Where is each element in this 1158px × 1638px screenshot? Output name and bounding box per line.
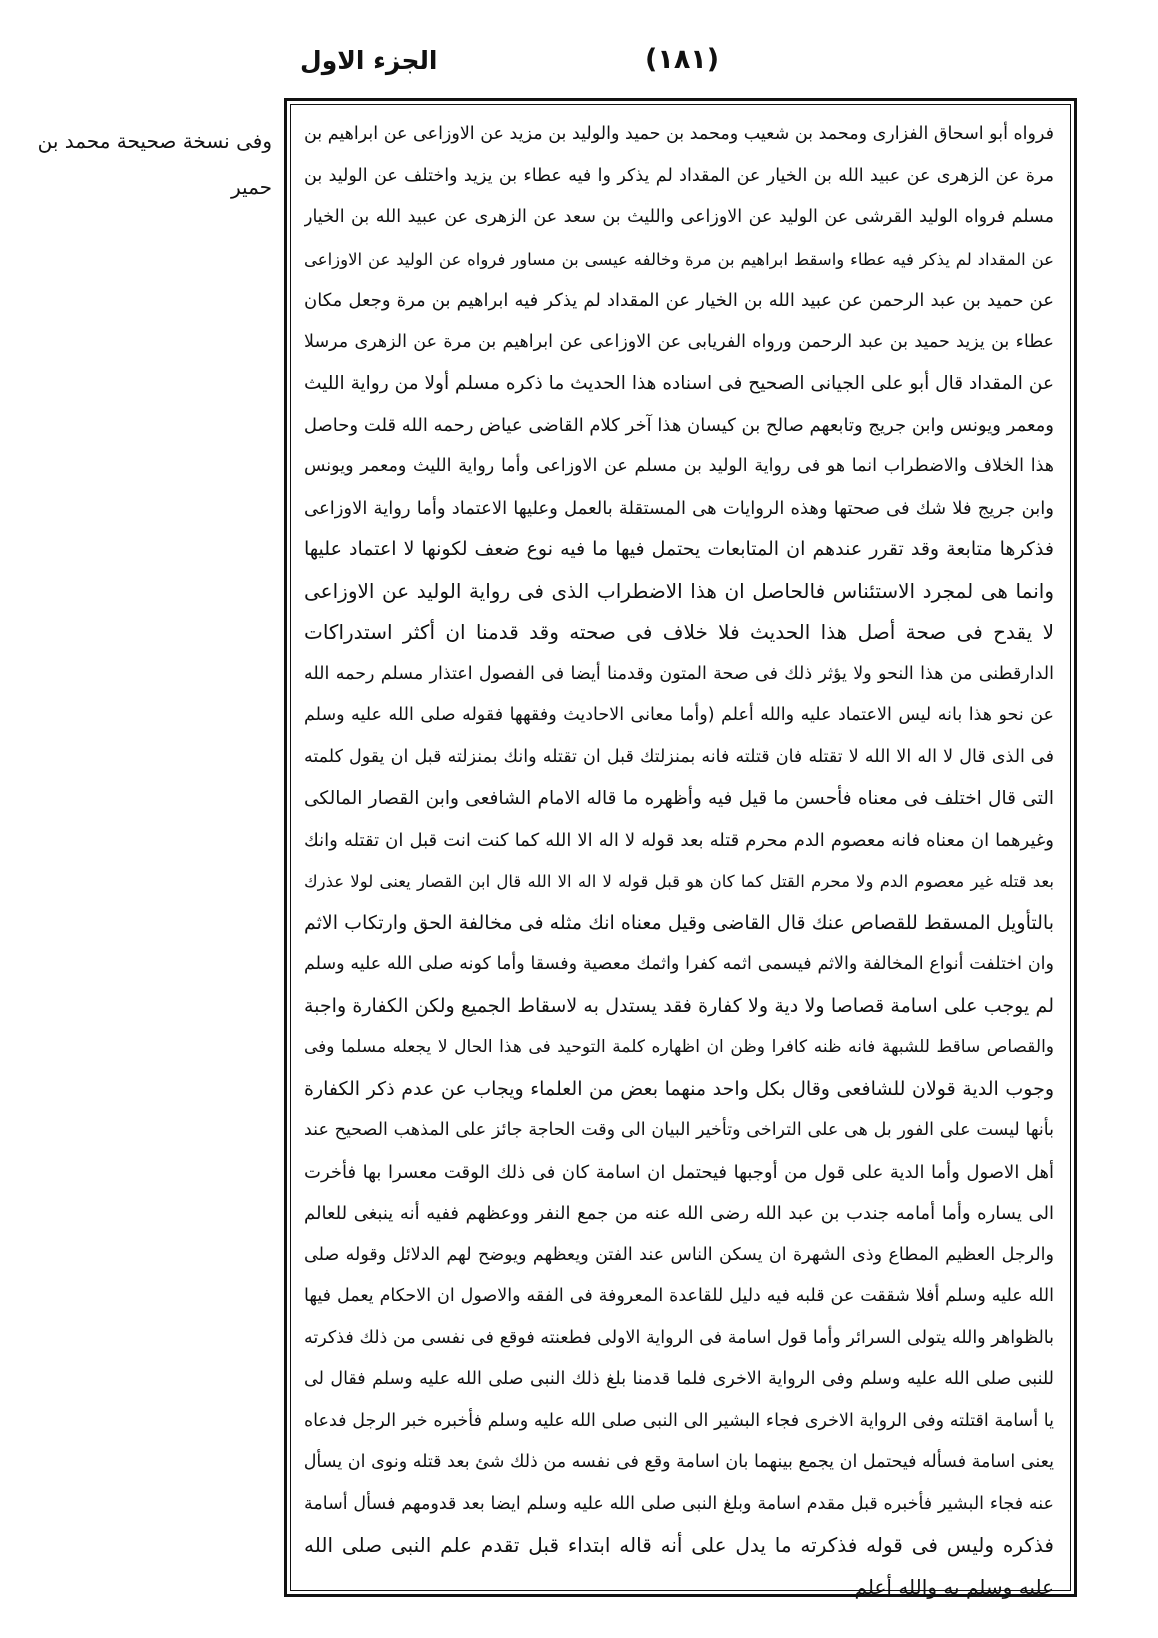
text-line: وجوب الدية قولان للشافعى وقال بكل واحد منهما بعض من العلماء ويجاب عن عدم ذكر الكفارة [304,1077,1054,1100]
text-line: بأنها ليست على الفور بل هى على التراخى وتأخير البيان الى وقت الحاجة جائز على المذهب الصحيح عند [304,1120,1054,1140]
page-number: (١٨١) [645,44,720,75]
text-line: عطاء بن يزيد حميد بن عبد الرحمن ورواه الفريابى عن الاوزاعى عن ابراهيم بن مرة عن الزهرى مرسلا [304,331,1054,352]
text-line: فرواه أبو اسحاق الفزارى ومحمد بن شعيب ومحمد بن حميد والوليد بن مزيد عن الاوزاعى عن ابراهيم بن [304,124,1054,144]
text-line: هذا الخلاف والاضطراب انما هو فى رواية الوليد بن مسلم عن الاوزاعى وأما رواية الليث ومعمر ويونس [304,456,1054,476]
text-line: يا أسامة اقتلته وفى الرواية الاخرى فجاء البشير الى النبى صلى الله عليه وسلم فأخبره خبر الرجل فدعاه [304,1410,1054,1431]
text-line: الى يساره وأما أمامه جندب بن عبد الله رضى الله عنه من جمع النفر ووعظهم ففيه أنه ينبغى للعالم [304,1203,1054,1224]
text-line: عنه فجاء البشير فأخبره قبل مقدم اسامة وبلغ النبى صلى الله عليه وسلم ايضا بعد قدومهم فسأل أسامة [304,1493,1054,1514]
text-line: أهل الاصول وأما الدية على قول من أوجبها فيحتمل ان اسامة كان فى ذلك الوقت معسرا بها فأخرت [304,1161,1054,1183]
text-line: ومعمر ويونس وابن جريج وتابعهم صالح بن كيسان هذا آخر كلام القاضى عياض رحمه الله قلت وحاصل [304,414,1054,436]
text-line: الدارقطنى من هذا النحو ولا يؤثر ذلك فى صحة المتون وقدمنا أيضا فى الفصول اعتذار مسلم رحمه الله [304,663,1054,684]
text-line: فى الذى قال لا اله الا الله لا تقتله فان قتلته فانه بمنزلتك قبل ان تقتله وانك بمنزلته قبل ان يقول كلمته [304,746,1054,767]
text-line: بالتأويل المسقط للقصاص عنك قال القاضى وقيل معناه انك مثله فى مخالفة الحق وارتكاب الاثم [304,911,1054,934]
text-line: عليه وسلم به والله أعلم [854,1574,1054,1599]
text-line: عن نحو هذا بانه ليس الاعتماد عليه والله أعلم (وأما معانى الاحاديث وفقهها فقوله صلى الله عليه وسلم [304,705,1054,725]
text-line: لم يوجب على اسامة قصاصا ولا دية ولا كفارة فقد يستدل به لاسقاط الجميع ولكن الكفارة واجبة [304,994,1054,1017]
text-line: بالظواهر والله يتولى السرائر وأما قول اسامة فى الرواية الاولى فطعنته فوقع فى نفسى من ذلك فذكرته [304,1327,1054,1348]
text-line: التى قال اختلف فى معناه فأحسن ما قيل فيه وأظهره ما قاله الامام الشافعى وابن القصار المالكى [304,788,1054,809]
margin-note-line: حمير [231,175,272,199]
text-line: وابن جريج فلا شك فى صحتها وهذه الروايات هى المستقلة بالعمل وعليها الاعتماد وأما رواية الاوزاعى [304,497,1054,519]
text-line: للنبى صلى الله عليه وسلم وفى الرواية الاخرى فلما قدمنا بلغ ذلك النبى صلى الله عليه وسلم فقال لى [304,1369,1054,1389]
text-line: والقصاص ساقط للشبهة فانه ظنه كافرا وظن ان اظهاره كلمة التوحيد فى هذا الحال لا يجعله مسلما وفى [304,1037,1054,1057]
text-line: يعنى اسامة فسأله فيحتمل ان يجمع بينهما بان اسامة وقع فى نفسه من ذلك شئ بعد قتله ونوى ان يسأل [304,1452,1054,1472]
text-line: وغيرهما ان معناه فانه معصوم الدم محرم قتله بعد قوله لا اله الا الله كما كنت انت قبل ان تقتله وانك [304,829,1054,851]
part-title: الجزء الاول [300,46,438,75]
text-line: فذكره وليس فى قوله فذكرته ما يدل على أنه قاله ابتداء قبل تقدم علم النبى صلى الله [304,1533,1054,1557]
text-line: لا يقدح فى صحة أصل هذا الحديث فلا خلاف فى صحته وقد قدمنا ان أكثر استدراكات [304,620,1054,644]
text-line: بعد قتله غير معصوم الدم ولا محرم القتل كما كان هو قبل قوله لا اله الا الله قال ابن القصار يعنى لولا عذرك [304,872,1054,891]
text-line: عن المقداد قال أبو على الجيانى الصحيح فى اسناده هذا الحديث ما ذكره مسلم أولا من رواية الليث [304,373,1054,394]
text-line: وان اختلفت أنواع المخالفة والاثم فيسمى اثمه كفرا واثمك معصية وفسقا وأما كونه صلى الله عليه وسلم [304,954,1054,974]
body-text [304,114,1054,1608]
margin-note-line: وفى نسخة صحيحة محمد بن [37,129,272,153]
text-line: والرجل العظيم المطاع وذى الشهرة ان يسكن الناس عند الفتن ويعظهم ويوضح لهم الدلائل وقوله صلى [304,1244,1054,1265]
text-line: عن المقداد لم يذكر فيه عطاء واسقط ابراهيم بن مرة وخالفه عيسى بن مساور فرواه عن الوليد عن الاوزاعى [304,249,1054,269]
text-line: الله عليه وسلم أفلا شققت عن قلبه فيه دليل للقاعدة المعروفة فى الفقه والاصول ان الاحكام يعمل فيها [304,1286,1054,1306]
text-line: مرة عن الزهرى عن عبيد الله بن الخيار عن المقداد لم يذكر وا فيه عطاء بن يزيد واختلف عن الوليد بن [304,165,1054,186]
text-line: فذكرها متابعة وقد تقرر عندهم ان المتابعات يحتمل فيها ما فيه نوع ضعف لكونها لا اعتماد عليها [304,538,1054,560]
text-line: عن حميد بن عبد الرحمن عن عبيد الله بن الخيار عن المقداد لم يذكر فيه ابراهيم بن مرة وجعل مكان [304,290,1054,311]
text-line: مسلم فرواه الوليد القرشى عن الوليد عن الاوزاعى والليث بن سعد عن الزهرى عن عبيد الله بن الخيار [304,207,1054,227]
text-line: وانما هى لمجرد الاستئناس فالحاصل ان هذا الاضطراب الذى فى رواية الوليد عن الاوزاعى [304,578,1054,603]
margin-note [37,118,272,210]
